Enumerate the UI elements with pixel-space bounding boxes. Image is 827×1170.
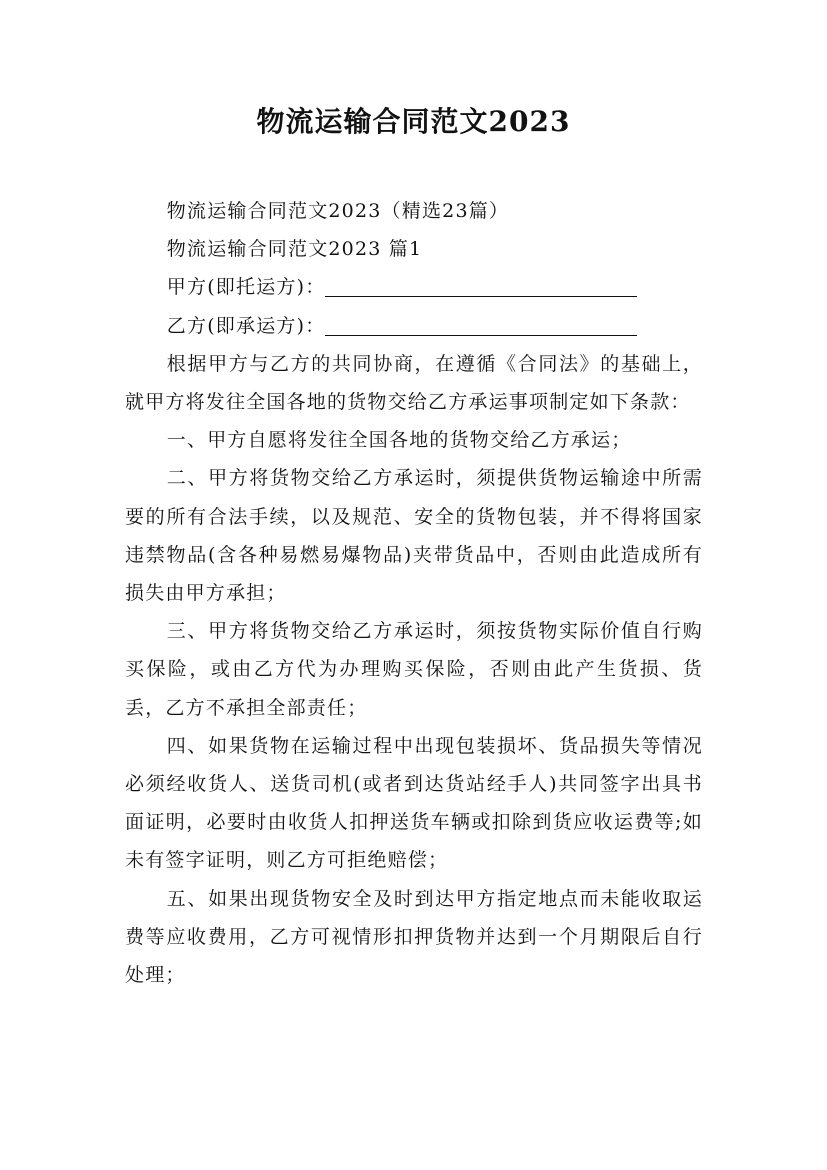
paragraph-preamble: 根据甲方与乙方的共同协商，在遵循《合同法》的基础上，就甲方将发往全国各地的货物交给乙方承运事项制定如下条款： <box>125 352 703 414</box>
document-subtitle: 物流运输合同范文2023（精选23篇） <box>166 200 510 222</box>
paragraph-clause-1: 一、甲方自愿将发往全国各地的货物交给乙方承运； <box>166 429 632 452</box>
party-b-label: 乙方(即承运方)： <box>166 314 326 337</box>
paragraph-clause-5: 五、如果出现货物安全及时到达甲方指定地点而未能收取运费等应收费用，乙方可视情形扣押货物并达到一个月期限后自行处理； <box>125 887 703 987</box>
document-title: 物流运输合同范文2023 <box>256 105 571 138</box>
party-b-line <box>125 307 703 345</box>
party-a-label: 甲方(即托运方)： <box>166 276 326 299</box>
document-body <box>125 192 703 994</box>
party-b-blank <box>325 311 637 336</box>
paragraph-clause-4: 四、如果货物在运输过程中出现包装损坏、货品损失等情况必须经收货人、送货司机(或者到达货站经手人)共同签字出具书面证明，必要时由收货人扣押送货车辆或扣除到货应收运费等;如未有签字证明，则乙方可拒绝赔偿； <box>125 734 703 872</box>
section-heading: 物流运输合同范文2023 篇1 <box>166 238 423 261</box>
paragraph-clause-3: 三、甲方将货物交给乙方承运时，须按货物实际价值自行购买保险，或由乙方代为办理购买保险，否则由此产生货损、货丢，乙方不承担全部责任； <box>125 620 703 719</box>
party-a-line <box>125 268 703 306</box>
paragraph-clause-2: 二、甲方将货物交给乙方承运时，须提供货物运输途中所需要的所有合法手续，以及规范、安全的货物包装，并不得将国家违禁物品(含各种易燃易爆物品)夹带货品中，否则由此造成所有损失由甲方承担； <box>125 467 703 605</box>
party-a-blank <box>325 272 637 297</box>
